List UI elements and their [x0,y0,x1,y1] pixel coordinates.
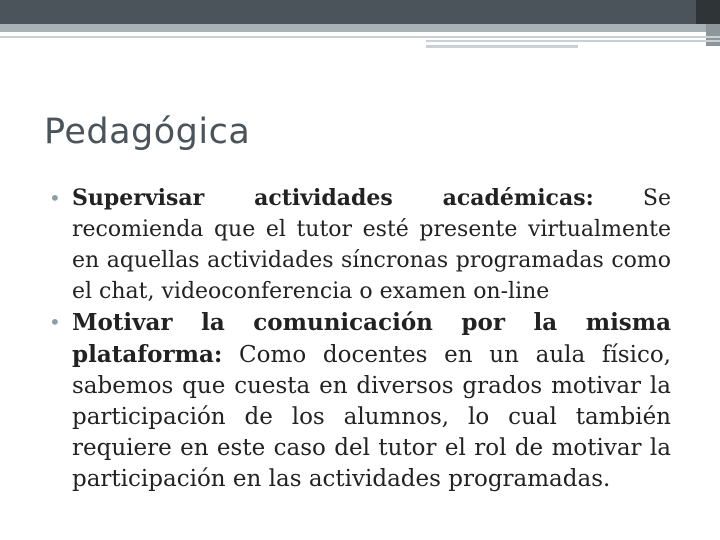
bullet-body: Como docentes en un aula físico, sabemos que cuesta en diversos grados motivar la participación de los alumnos, lo cual también requiere en este caso del tutor el rol de motivar la participación en las actividades programadas. [72,342,671,492]
bullet-item-supervisar [49,183,671,307]
bullet-item-motivar [49,307,671,495]
header-divider-line-shorter [426,45,578,48]
header-accent-bar [0,24,720,32]
bullet-icon: • [49,310,61,334]
header-divider-line [0,36,720,38]
header-corner-block [696,0,720,24]
bullet-list [49,183,671,495]
bullet-body: Se recomienda que el tutor esté presente virtualmente en aquellas actividades síncronas programadas como el chat, videoconferencia o examen on-line [72,186,671,304]
header-divider-line-short [426,40,720,42]
bullet-heading: Supervisar actividades académicas: [72,185,594,211]
bullet-heading: Motivar la comunicación por la misma plataforma: [72,309,671,368]
header-bar [0,0,696,24]
bullet-icon: • [49,186,61,210]
header-corner-accent [706,24,720,46]
slide-title: Pedagógica [44,112,251,152]
